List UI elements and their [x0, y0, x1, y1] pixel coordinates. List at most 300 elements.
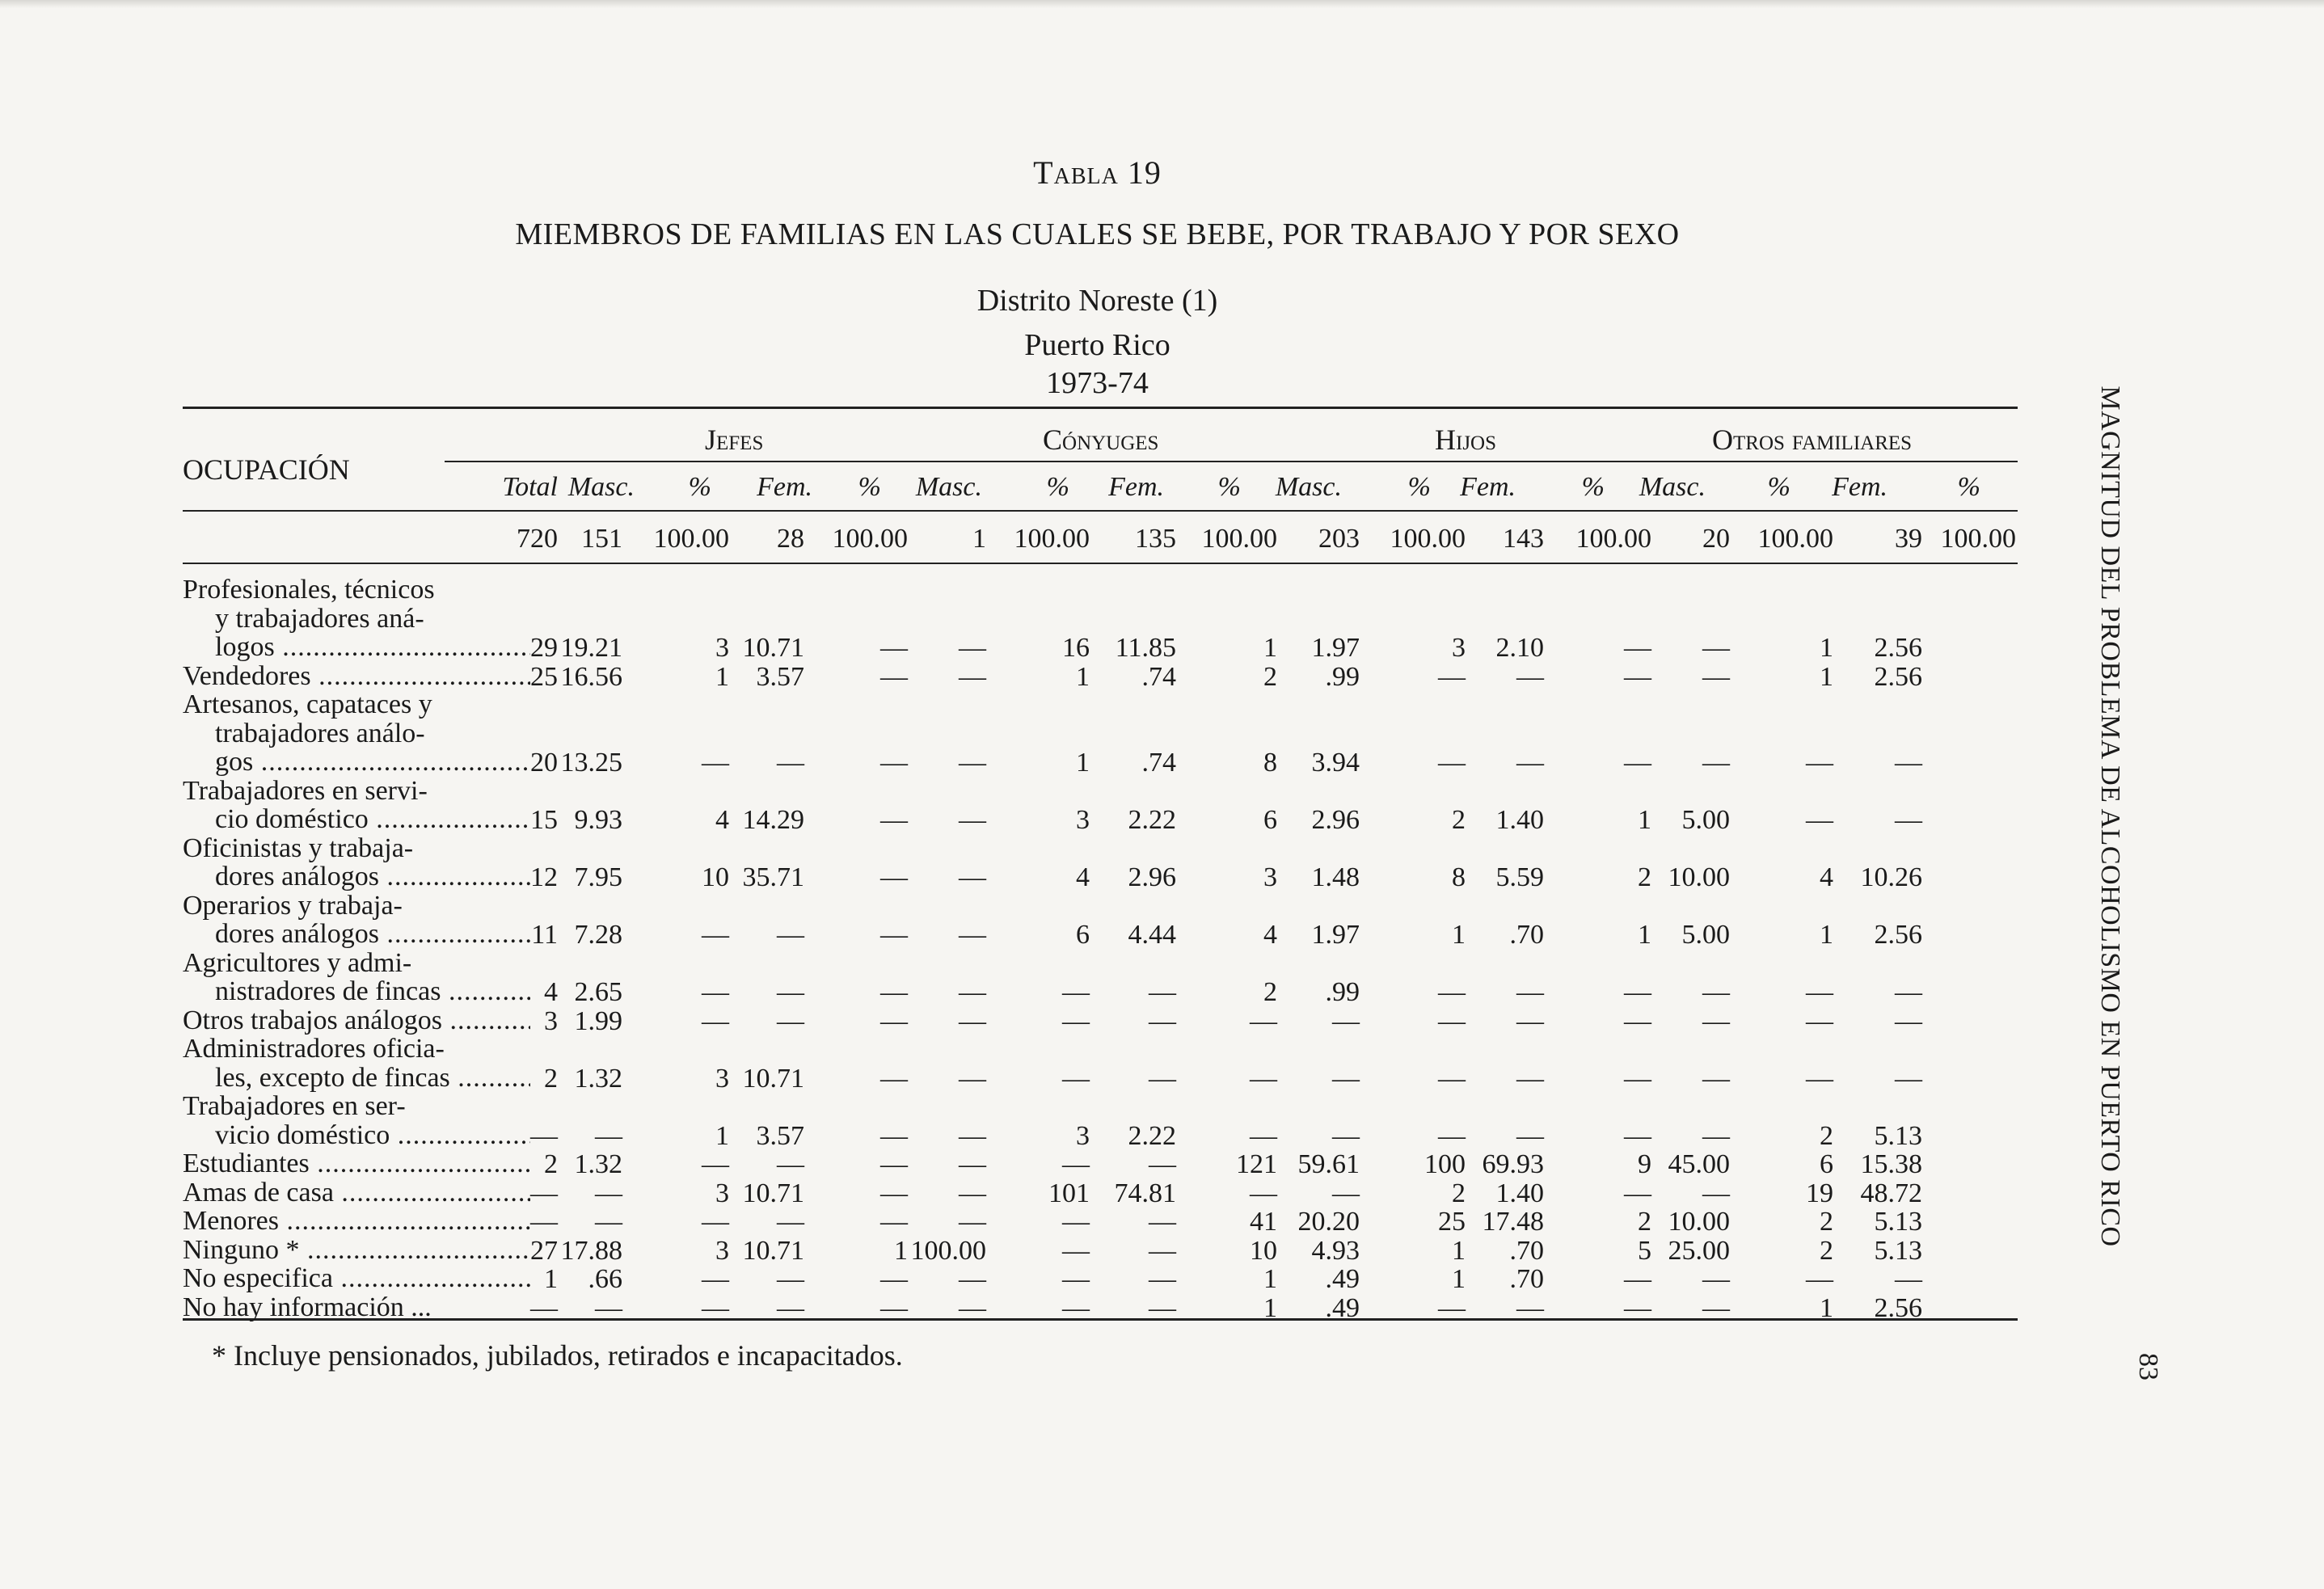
data-cell: 1	[1638, 920, 1651, 950]
total-cell: 100.00	[1390, 524, 1466, 554]
total-cell: 203	[1318, 524, 1360, 554]
totals-rule	[183, 563, 2018, 564]
data-cell: 25	[530, 661, 558, 692]
data-cell: .66	[588, 1264, 622, 1294]
column-header: Masc.	[1639, 472, 1706, 502]
data-cell: —	[1250, 1120, 1277, 1151]
data-cell: —	[530, 1178, 558, 1208]
data-cell: —	[959, 1005, 986, 1036]
data-cell: 1.40	[1495, 805, 1544, 835]
data-cell: 2.56	[1874, 1292, 1922, 1323]
row-label-line: Amas de casa .....	[183, 1178, 530, 1208]
row-label-line: cio doméstico .....	[183, 805, 530, 834]
data-cell: 7.95	[574, 862, 622, 892]
data-cell: 1	[1452, 1235, 1466, 1266]
data-cell: —	[1516, 661, 1544, 692]
data-cell: 3	[715, 1235, 729, 1266]
row-label-line: dores análogos .....	[183, 862, 530, 891]
data-cell: —	[880, 748, 908, 778]
total-cell: 720	[517, 524, 558, 554]
data-cell: —	[1624, 1264, 1651, 1294]
data-cell: —	[702, 920, 729, 950]
data-cell: —	[1624, 1063, 1651, 1094]
data-cell: —	[1624, 661, 1651, 692]
data-cell: —	[959, 1149, 986, 1179]
data-cell: 20.20	[1297, 1207, 1360, 1237]
data-cell: 11	[531, 920, 558, 950]
data-cell: —	[1806, 977, 1833, 1007]
data-cell: —	[777, 920, 804, 950]
total-cell: 100.00	[1014, 524, 1090, 554]
data-cell: 35.71	[742, 862, 804, 892]
subtitle-line-1: Distrito Noreste (1)	[976, 284, 1218, 318]
data-cell: —	[959, 1207, 986, 1237]
row-label-line: Artesanos, capataces y	[183, 690, 432, 719]
data-cell: —	[530, 1292, 558, 1323]
total-cell: 100.00	[1575, 524, 1651, 554]
data-cell: 1	[1263, 1264, 1277, 1294]
row-label-line: gos .....	[183, 748, 530, 777]
data-cell: 48.72	[1860, 1178, 1922, 1208]
column-header: %	[858, 472, 881, 502]
data-cell: 10.00	[1668, 1207, 1730, 1237]
data-cell: 3.57	[756, 1120, 804, 1151]
data-cell: 4	[544, 977, 558, 1007]
data-cell: 2.22	[1128, 1120, 1176, 1151]
data-cell: 25	[1438, 1207, 1466, 1237]
data-cell: —	[959, 1120, 986, 1151]
data-cell: —	[1149, 1005, 1176, 1036]
data-cell: —	[1624, 633, 1651, 663]
row-label	[183, 1264, 530, 1293]
data-cell: —	[702, 1292, 729, 1323]
row-label-line: les, excepto de fincas .....	[183, 1064, 530, 1093]
data-cell: —	[1438, 1063, 1466, 1094]
data-cell: —	[1062, 1292, 1090, 1323]
data-cell: 59.61	[1297, 1149, 1360, 1179]
data-cell: —	[880, 1178, 908, 1208]
subtitle-line-3: 1973-74	[1046, 366, 1149, 400]
data-cell: —	[530, 1120, 558, 1151]
row-label-line: Trabajadores en servi-	[183, 776, 428, 805]
data-cell: 1.97	[1311, 920, 1360, 950]
data-cell: —	[1624, 977, 1651, 1007]
row-label-line: nistradores de fincas .....	[183, 977, 530, 1006]
data-cell: —	[530, 1207, 558, 1237]
data-cell: —	[1516, 1292, 1544, 1323]
data-cell: 1	[1076, 748, 1090, 778]
data-cell: 1	[544, 1264, 558, 1294]
data-cell: —	[1332, 1063, 1360, 1094]
data-cell: .99	[1325, 661, 1360, 692]
data-cell: —	[1438, 977, 1466, 1007]
data-cell: 2	[1452, 1178, 1466, 1208]
data-cell: 2.56	[1874, 661, 1922, 692]
row-label	[183, 575, 530, 662]
row-label	[183, 662, 530, 691]
row-label-line: No hay información ...	[183, 1292, 432, 1321]
data-cell: —	[880, 1063, 908, 1094]
data-cell: 2	[1820, 1235, 1833, 1266]
data-cell: —	[595, 1292, 622, 1323]
data-cell: —	[1806, 805, 1833, 835]
row-label	[183, 690, 530, 777]
data-cell: —	[777, 977, 804, 1007]
data-cell: —	[777, 748, 804, 778]
data-cell: —	[1702, 633, 1730, 663]
data-cell: —	[1149, 1063, 1176, 1094]
row-label-line: Profesionales, técnicos	[183, 575, 435, 605]
data-cell: 10.71	[742, 633, 804, 663]
column-header: Fem.	[1460, 472, 1516, 502]
row-label-line: Administradores oficia-	[183, 1035, 445, 1064]
data-cell: —	[1438, 1292, 1466, 1323]
data-cell: 1	[1820, 633, 1833, 663]
data-cell: 1	[1076, 661, 1090, 692]
data-cell: 3	[1076, 805, 1090, 835]
data-cell: 5.00	[1681, 920, 1730, 950]
data-cell: —	[1149, 1235, 1176, 1266]
data-cell: —	[959, 920, 986, 950]
group-header-otros: Otros familiares	[1712, 424, 1913, 456]
data-cell: —	[595, 1207, 622, 1237]
data-cell: —	[1438, 1005, 1466, 1036]
data-cell: 2.65	[574, 977, 622, 1007]
row-label-line: Vendedores .....	[183, 662, 530, 691]
total-cell: 143	[1503, 524, 1544, 554]
data-cell: —	[1516, 1063, 1544, 1094]
data-cell: 2.10	[1495, 633, 1544, 663]
total-cell: 100.00	[1757, 524, 1833, 554]
column-header: %	[1581, 472, 1605, 502]
data-cell: —	[959, 805, 986, 835]
data-cell: 1	[715, 1120, 729, 1151]
data-cell: 2.96	[1128, 862, 1176, 892]
data-cell: 10.71	[742, 1235, 804, 1266]
data-cell: 10.00	[1668, 862, 1730, 892]
data-cell: —	[1702, 661, 1730, 692]
data-cell: 4	[1820, 862, 1833, 892]
column-header: Fem.	[1108, 472, 1164, 502]
data-cell: 4	[1076, 862, 1090, 892]
data-cell: 1	[715, 661, 729, 692]
data-cell: 6	[1076, 920, 1090, 950]
data-cell: 8	[1452, 862, 1466, 892]
data-cell: —	[1516, 1120, 1544, 1151]
data-cell: —	[1895, 1264, 1922, 1294]
data-cell: 20	[530, 748, 558, 778]
data-cell: 1	[1638, 805, 1651, 835]
data-cell: 5.13	[1874, 1207, 1922, 1237]
data-cell: 10	[702, 862, 729, 892]
data-cell: .74	[1141, 661, 1176, 692]
column-header: Fem.	[1832, 472, 1887, 502]
data-cell: 2	[544, 1063, 558, 1094]
data-cell: 29	[530, 633, 558, 663]
data-cell: —	[1806, 1005, 1833, 1036]
row-label-line: Estudiantes .....	[183, 1149, 530, 1178]
data-cell: .70	[1509, 1235, 1544, 1266]
data-cell: 5	[1638, 1235, 1651, 1266]
data-cell: 4	[1263, 920, 1277, 950]
data-cell: 2.22	[1128, 805, 1176, 835]
row-label-line: trabajadores análo-	[215, 719, 425, 748]
data-cell: —	[1895, 1063, 1922, 1094]
data-cell: —	[1702, 1178, 1730, 1208]
data-cell: —	[702, 1207, 729, 1237]
data-cell: 3	[1263, 862, 1277, 892]
data-cell: 9	[1638, 1149, 1651, 1179]
data-cell: 100	[1424, 1149, 1466, 1179]
data-cell: —	[1895, 977, 1922, 1007]
header-top-rule	[183, 407, 2018, 409]
data-cell: 5.59	[1495, 862, 1544, 892]
total-cell: 20	[1702, 524, 1730, 554]
data-cell: —	[1702, 748, 1730, 778]
data-cell: 3	[544, 1005, 558, 1036]
data-cell: 5.13	[1874, 1235, 1922, 1266]
data-cell: 2	[1820, 1207, 1833, 1237]
group-header-conyuges: Cónyuges	[1043, 424, 1159, 456]
data-cell: 1	[1820, 920, 1833, 950]
row-label	[183, 1149, 530, 1178]
data-cell: —	[1895, 1005, 1922, 1036]
page-edge	[0, 0, 2324, 8]
data-cell: —	[880, 661, 908, 692]
total-cell: 1	[972, 524, 986, 554]
data-cell: 16.56	[560, 661, 622, 692]
data-cell: 69.93	[1482, 1149, 1544, 1179]
data-cell: 2	[1638, 1207, 1651, 1237]
data-cell: 15.38	[1860, 1149, 1922, 1179]
data-cell: 1	[1452, 920, 1466, 950]
data-cell: —	[1149, 1207, 1176, 1237]
data-cell: 4.93	[1311, 1235, 1360, 1266]
data-cell: 10	[1250, 1235, 1277, 1266]
column-header: Masc.	[1275, 472, 1342, 502]
data-cell: 1.97	[1311, 633, 1360, 663]
column-header-rule	[183, 510, 2018, 512]
group-header-hijos: Hijos	[1435, 424, 1497, 456]
data-cell: —	[702, 1264, 729, 1294]
data-cell: 41	[1250, 1207, 1277, 1237]
data-cell: 27	[530, 1235, 558, 1266]
data-cell: .99	[1325, 977, 1360, 1007]
data-cell: 1	[1820, 661, 1833, 692]
data-cell: 1	[1263, 1292, 1277, 1323]
group-header-jefes: Jefes	[705, 424, 764, 456]
data-cell: —	[1895, 748, 1922, 778]
data-cell: —	[1702, 977, 1730, 1007]
data-cell: 1.40	[1495, 1178, 1544, 1208]
data-cell: 74.81	[1114, 1178, 1176, 1208]
data-cell: —	[1062, 1207, 1090, 1237]
data-cell: 14.29	[742, 805, 804, 835]
data-cell: —	[1806, 1063, 1833, 1094]
data-cell: —	[777, 1264, 804, 1294]
data-cell: 8	[1263, 748, 1277, 778]
data-cell: 5.13	[1874, 1120, 1922, 1151]
row-label	[183, 1207, 530, 1236]
data-cell: —	[880, 805, 908, 835]
data-cell: —	[880, 1120, 908, 1151]
data-cell: —	[880, 1207, 908, 1237]
table-title: MIEMBROS DE FAMILIAS EN LAS CUALES SE BEBE, POR TRABAJO Y POR SEXO	[515, 217, 1680, 251]
data-cell: —	[880, 1149, 908, 1179]
data-cell: 1	[894, 1235, 908, 1266]
footnote: * Incluye pensionados, jubilados, retirados e incapacitados.	[212, 1339, 903, 1372]
total-cell: 39	[1895, 524, 1922, 554]
data-cell: 45.00	[1668, 1149, 1730, 1179]
data-cell: 13.25	[560, 748, 622, 778]
data-cell: —	[880, 1264, 908, 1294]
data-cell: —	[1062, 1235, 1090, 1266]
data-cell: —	[959, 1292, 986, 1323]
column-header: Total	[502, 472, 558, 502]
row-label	[183, 1035, 530, 1092]
row-label-line: Ninguno * .....	[183, 1236, 530, 1265]
data-cell: —	[777, 1207, 804, 1237]
total-cell: 28	[777, 524, 804, 554]
row-label-line: dores análogos .....	[183, 920, 530, 949]
data-cell: —	[1149, 977, 1176, 1007]
data-cell: 17.88	[560, 1235, 622, 1266]
data-cell: 2	[1638, 862, 1651, 892]
data-cell: —	[1062, 1149, 1090, 1179]
total-cell: 135	[1135, 524, 1176, 554]
data-cell: 5.00	[1681, 805, 1730, 835]
data-cell: 10.71	[742, 1178, 804, 1208]
data-cell: —	[959, 1178, 986, 1208]
column-header: %	[688, 472, 711, 502]
total-cell: 100.00	[832, 524, 908, 554]
row-label-line: logos .....	[183, 633, 530, 662]
total-cell: 151	[581, 524, 622, 554]
data-cell: —	[880, 633, 908, 663]
data-cell: —	[880, 1005, 908, 1036]
column-header: Masc.	[915, 472, 982, 502]
row-label-line: y trabajadores aná-	[215, 604, 424, 633]
data-cell: 3.57	[756, 661, 804, 692]
data-cell: —	[702, 1005, 729, 1036]
data-cell: 2.56	[1874, 633, 1922, 663]
data-cell: 3	[715, 633, 729, 663]
data-cell: —	[880, 920, 908, 950]
data-cell: —	[959, 1264, 986, 1294]
row-label-line: Menores .....	[183, 1207, 530, 1236]
data-cell: 101	[1048, 1178, 1090, 1208]
data-cell: —	[959, 862, 986, 892]
data-cell: —	[1250, 1063, 1277, 1094]
data-cell: —	[1438, 1120, 1466, 1151]
data-cell: .49	[1325, 1264, 1360, 1294]
data-cell: 6	[1263, 805, 1277, 835]
row-label	[183, 1293, 530, 1322]
group-header-rule	[445, 461, 2018, 462]
total-cell: 100.00	[653, 524, 729, 554]
data-cell: —	[880, 862, 908, 892]
data-cell: 7.28	[574, 920, 622, 950]
data-cell: 4.44	[1128, 920, 1176, 950]
data-cell: 19	[1806, 1178, 1833, 1208]
stub-header: OCUPACIÓN	[183, 453, 350, 486]
data-cell: 12	[530, 862, 558, 892]
column-header: Masc.	[567, 472, 635, 502]
data-cell: —	[1702, 1063, 1730, 1094]
row-label	[183, 1092, 530, 1149]
data-cell: 121	[1236, 1149, 1277, 1179]
data-cell: —	[880, 1292, 908, 1323]
data-cell: 3.94	[1311, 748, 1360, 778]
data-cell: 15	[530, 805, 558, 835]
data-cell: —	[777, 1292, 804, 1323]
row-label	[183, 1006, 530, 1035]
data-cell: .49	[1325, 1292, 1360, 1323]
data-cell: —	[959, 1063, 986, 1094]
data-cell: 25.00	[1668, 1235, 1730, 1266]
data-cell: —	[1624, 748, 1651, 778]
subtitle-line-2: Puerto Rico	[1024, 328, 1170, 362]
data-cell: .70	[1509, 920, 1544, 950]
data-cell: —	[777, 1149, 804, 1179]
data-cell: .70	[1509, 1264, 1544, 1294]
data-cell: —	[1250, 1178, 1277, 1208]
data-cell: 2	[1263, 977, 1277, 1007]
column-header: %	[1957, 472, 1980, 502]
data-cell: 10.26	[1860, 862, 1922, 892]
data-cell: 2	[1820, 1120, 1833, 1151]
row-label	[183, 1236, 530, 1265]
row-label	[183, 834, 530, 891]
data-cell: —	[959, 977, 986, 1007]
data-cell: —	[1062, 1063, 1090, 1094]
data-cell: —	[702, 1149, 729, 1179]
data-cell: —	[1332, 1178, 1360, 1208]
data-cell: —	[1438, 661, 1466, 692]
data-cell: 4	[715, 805, 729, 835]
data-cell: —	[1895, 805, 1922, 835]
data-cell: —	[777, 1005, 804, 1036]
data-cell: —	[1149, 1149, 1176, 1179]
data-cell: —	[1062, 1264, 1090, 1294]
row-label-line: Otros trabajos análogos .....	[183, 1006, 530, 1035]
data-cell: 17.48	[1482, 1207, 1544, 1237]
data-cell: .74	[1141, 748, 1176, 778]
data-cell: 2	[544, 1149, 558, 1179]
data-cell: 3	[715, 1063, 729, 1094]
data-cell: 16	[1062, 633, 1090, 663]
column-header: %	[1407, 472, 1431, 502]
data-cell: 1.32	[574, 1063, 622, 1094]
data-cell: 2	[1452, 805, 1466, 835]
data-cell: 1	[1452, 1264, 1466, 1294]
data-cell: —	[1516, 748, 1544, 778]
data-cell: —	[1806, 1264, 1833, 1294]
data-cell: 3	[715, 1178, 729, 1208]
data-cell: —	[1438, 748, 1466, 778]
data-cell: —	[1624, 1292, 1651, 1323]
data-cell: 100.00	[910, 1235, 986, 1266]
data-cell: —	[595, 1178, 622, 1208]
data-cell: —	[1702, 1292, 1730, 1323]
data-cell: 1	[1820, 1292, 1833, 1323]
row-label-line: Agricultores y admi-	[183, 948, 412, 977]
data-cell: 10.71	[742, 1063, 804, 1094]
row-label	[183, 891, 530, 949]
row-label-line: Trabajadores en ser-	[183, 1092, 406, 1121]
data-cell: 9.93	[574, 805, 622, 835]
total-cell: 100.00	[1201, 524, 1277, 554]
